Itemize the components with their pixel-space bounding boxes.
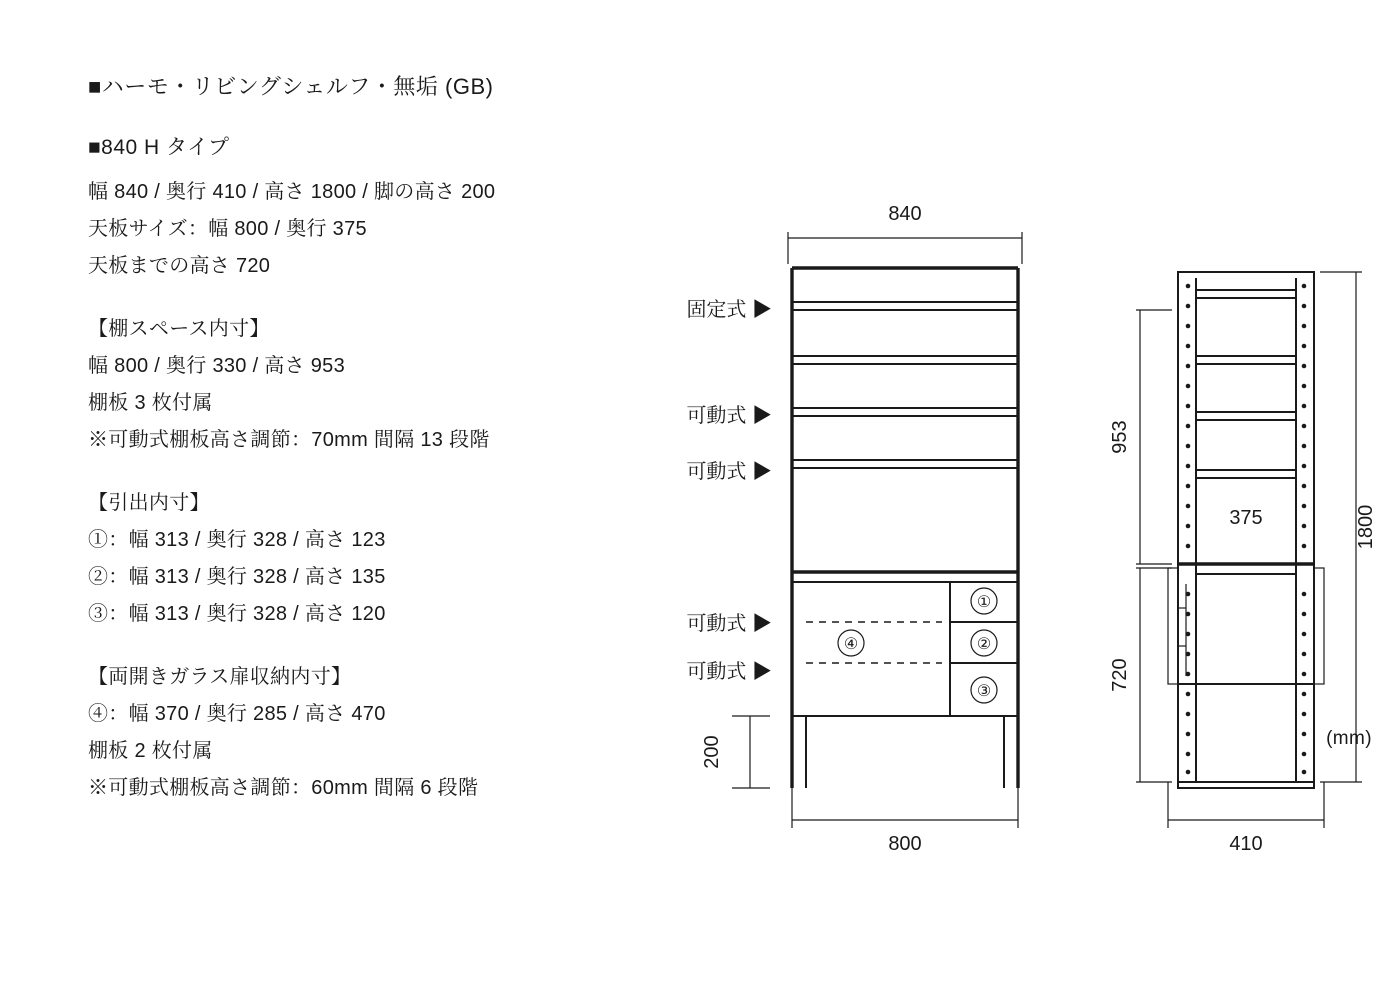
shelf-space-block: [88, 311, 628, 459]
side-right-projection: [1314, 568, 1324, 684]
glass-door-block: [88, 659, 628, 807]
side-shelf-height-label: 953: [1109, 420, 1131, 454]
front-top-dimension-label: 840: [888, 203, 922, 225]
shelf-space-line-1: 幅 800 / 奥行 330 / 高さ 953: [88, 355, 346, 377]
drawer-line-1: ①：幅 313 / 奥行 328 / 高さ 123: [88, 529, 386, 551]
front-leg-dimension: [701, 716, 770, 788]
drawer-block: [88, 485, 628, 633]
main-spec-line-2: 天板サイズ：幅 800 / 奥行 375: [88, 218, 367, 240]
side-left-pin-holes: [1186, 284, 1191, 775]
shelf-space-line-2: 棚板 3 枚付属: [88, 392, 213, 414]
side-shelf-height-dimension: [1109, 310, 1172, 564]
side-left-projection: [1168, 568, 1178, 684]
front-shelves: [792, 302, 1018, 468]
specification-text-column: [88, 70, 628, 807]
front-bottom-dimension-label: 800: [888, 833, 922, 855]
callout-adjustable-shelf-1: 可動式 ▶: [686, 405, 772, 427]
drawer-heading: 【引出内寸】: [88, 492, 210, 514]
front-marker-4-label: ④: [843, 636, 859, 653]
glass-door-line-2: 棚板 2 枚付属: [88, 740, 213, 762]
side-top-height-dimension: [1109, 568, 1172, 782]
front-leg-dimension-label: 200: [701, 735, 723, 769]
front-view: [686, 203, 1022, 855]
front-marker-2: [971, 630, 997, 656]
main-spec-line-3: 天板までの高さ 720: [88, 255, 271, 277]
callout-adjustable-shelf-2: 可動式 ▶: [686, 461, 772, 483]
glass-door-line-3: ※可動式棚板高さ調節：60mm 間隔 6 段階: [88, 777, 479, 799]
side-outer-outline: [1178, 272, 1314, 788]
front-marker-1: [971, 588, 997, 614]
technical-drawing: [620, 160, 1390, 890]
front-top-dimension: [788, 203, 1022, 264]
side-total-height-label: 1800: [1355, 504, 1377, 550]
shelf-space-line-3: ※可動式棚板高さ調節：70mm 間隔 13 段階: [88, 429, 490, 451]
drawer-line-2: ②：幅 313 / 奥行 328 / 高さ 135: [88, 566, 386, 588]
side-depth-label: 375: [1229, 507, 1263, 529]
side-top-height-label: 720: [1109, 658, 1131, 692]
unit-note: (mm): [1326, 728, 1372, 749]
side-total-height-dimension: [1320, 272, 1377, 782]
glass-door-heading: 【両開きガラス扉収納内寸】: [88, 666, 352, 688]
front-marker-4: [838, 630, 864, 656]
main-spec-block: [88, 132, 628, 285]
side-right-pin-holes: [1302, 284, 1307, 775]
front-glass-door-shelves: [806, 622, 942, 663]
front-bottom-dimension: [792, 788, 1018, 855]
main-spec-line-1: 幅 840 / 奥行 410 / 高さ 1800 / 脚の高さ 200: [88, 181, 496, 203]
drawer-line-3: ③：幅 313 / 奥行 328 / 高さ 120: [88, 603, 386, 625]
front-marker-1-label: ①: [976, 594, 992, 611]
product-title: ■ハーモ・リビングシェルフ・無垢 (GB): [88, 74, 494, 99]
shelf-space-heading: 【棚スペース内寸】: [88, 318, 270, 340]
type-heading: ■840 H タイプ: [88, 136, 230, 159]
callout-adjustable-shelf-4: 可動式 ▶: [686, 661, 772, 683]
front-marker-2-label: ②: [976, 636, 992, 653]
front-marker-3-label: ③: [976, 683, 992, 700]
front-marker-3: [971, 677, 997, 703]
glass-door-line-1: ④：幅 370 / 奥行 285 / 高さ 470: [88, 703, 386, 725]
side-bottom-dimension-label: 410: [1229, 833, 1263, 855]
callout-adjustable-shelf-3: 可動式 ▶: [686, 613, 772, 635]
side-view: [1109, 272, 1377, 855]
side-shelves: [1196, 290, 1296, 478]
callout-fixed-shelf: 固定式 ▶: [686, 299, 772, 321]
side-bottom-dimension: [1168, 782, 1324, 855]
